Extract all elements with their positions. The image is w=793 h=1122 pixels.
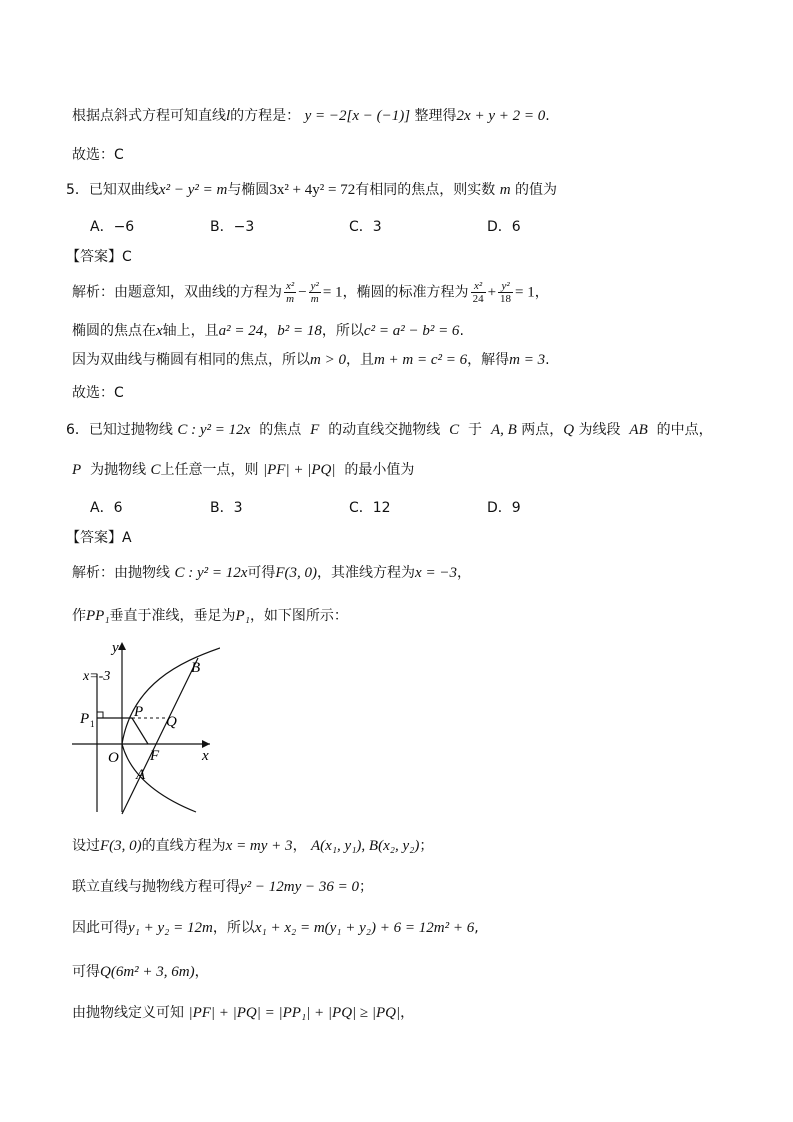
- fraction: $\frac{\text{y²}}{18}$: [500, 280, 512, 305]
- q5-option-b: B．−3: [210, 219, 255, 235]
- choose-line: 故选：C: [72, 147, 124, 163]
- directrix-label: x=-3: [83, 669, 111, 684]
- q5-option-d: D．6: [487, 219, 521, 235]
- question-6-line-2: P 为抛物线 C上任意一点，则 |PF| + |PQ| 的最小值为: [72, 462, 415, 478]
- solution-6-line-2: 作PP₁垂直于准线，垂足为P₁，如下图所示：: [72, 608, 348, 624]
- q6-option-a: A．6: [90, 500, 123, 516]
- solution-6-line-7: 由抛物线定义可知 |PF| + |PQ| = |PP₁| + |PQ| ≥ |PQ|，: [72, 1005, 415, 1021]
- p-label: P: [134, 704, 144, 720]
- right-angle-mark: [97, 712, 103, 718]
- parabola-figure: [70, 636, 220, 816]
- answer-5: 【答案】C: [66, 249, 132, 265]
- solution-5-line-2: 椭圆的焦点在x轴上，且a² = 24，b² = 18，所以c² = a² − b² = 6.: [72, 323, 464, 339]
- fraction: $\frac{\text{x²}}{24}$: [472, 280, 484, 305]
- question-6-line-1: 6．已知过抛物线 C : y² = 12x 的焦点 F 的动直线交抛物线 C 于 A, B 两点，Q 为线段 AB 的中点，: [66, 422, 713, 438]
- q6-option-b: B．3: [210, 500, 243, 516]
- p1-subscript: 1: [90, 719, 95, 729]
- line-ab: [122, 658, 201, 814]
- solution-6-line-4: 联立直线与抛物线方程可得y² − 12my − 36 = 0；: [72, 879, 374, 895]
- solution-6-line-1: 解析：由抛物线 C : y² = 12x可得F(3, 0)，其准线方程为x = −3，: [72, 565, 471, 581]
- x-axis-arrow-icon: [202, 740, 210, 748]
- p1-label: P: [80, 711, 90, 727]
- solution-line-1: 根据点斜式方程可知直线l的方程是： y = −2[x − (−1)] 整理得2x + y + 2 = 0.: [72, 108, 550, 124]
- solution-6-line-3: 设过F(3, 0)的直线方程为x = my + 3， A(x₁, y₁), B(x₂, y₂)；: [72, 838, 434, 854]
- b-label: B: [191, 660, 201, 676]
- segment-pf: [132, 718, 148, 744]
- q5-option-c: C．3: [349, 219, 382, 235]
- f-label: F: [150, 748, 160, 764]
- solution-6-line-6: 可得Q(6m² + 3, 6m)，: [72, 964, 209, 980]
- solution-5-line-1: 解析：由题意知，双曲线的方程为 $\frac{\text{x²}}{m}$ − $\frac{\text{y²}}{m}$ = 1，椭圆的标准方程为 $\frac{\text{x²}}{24}$ + $\frac{\text{y²}}{18}$ = 1，: [72, 280, 549, 305]
- solution-5-line-3: 因为双曲线与椭圆有相同的焦点，所以m > 0，且m + m = c² = 6，解得m = 3.: [72, 352, 550, 368]
- q5-option-a: A．−6: [90, 219, 135, 235]
- question-5: 5．已知双曲线x² − y² = m与椭圆3x² + 4y² = 72有相同的焦点，则实数 m 的值为: [66, 182, 557, 198]
- q6-option-d: D．9: [487, 500, 521, 516]
- q-label: Q: [166, 714, 177, 730]
- parabola-curve: [122, 648, 220, 812]
- equation: y = −2[x − (−1)]: [304, 108, 411, 124]
- y-axis-arrow-icon: [118, 642, 126, 650]
- a-label: A: [136, 767, 146, 783]
- choose-line: 故选：C: [72, 385, 124, 401]
- answer-6: 【答案】A: [66, 530, 132, 546]
- y-axis-label: y: [112, 640, 119, 656]
- q6-option-c: C．12: [349, 500, 391, 516]
- equation: 2x + y + 2 = 0: [456, 108, 546, 124]
- solution-6-line-5: 因此可得y₁ + y₂ = 12m，所以x₁ + x₂ = m(y₁ + y₂) + 6 = 12m² + 6,: [72, 920, 479, 936]
- fraction: $\frac{\text{y²}}{m}$: [310, 280, 319, 305]
- origin-label: O: [108, 750, 119, 766]
- fraction: $\frac{\text{x²}}{m}$: [286, 280, 295, 305]
- x-axis-label: x: [202, 748, 209, 764]
